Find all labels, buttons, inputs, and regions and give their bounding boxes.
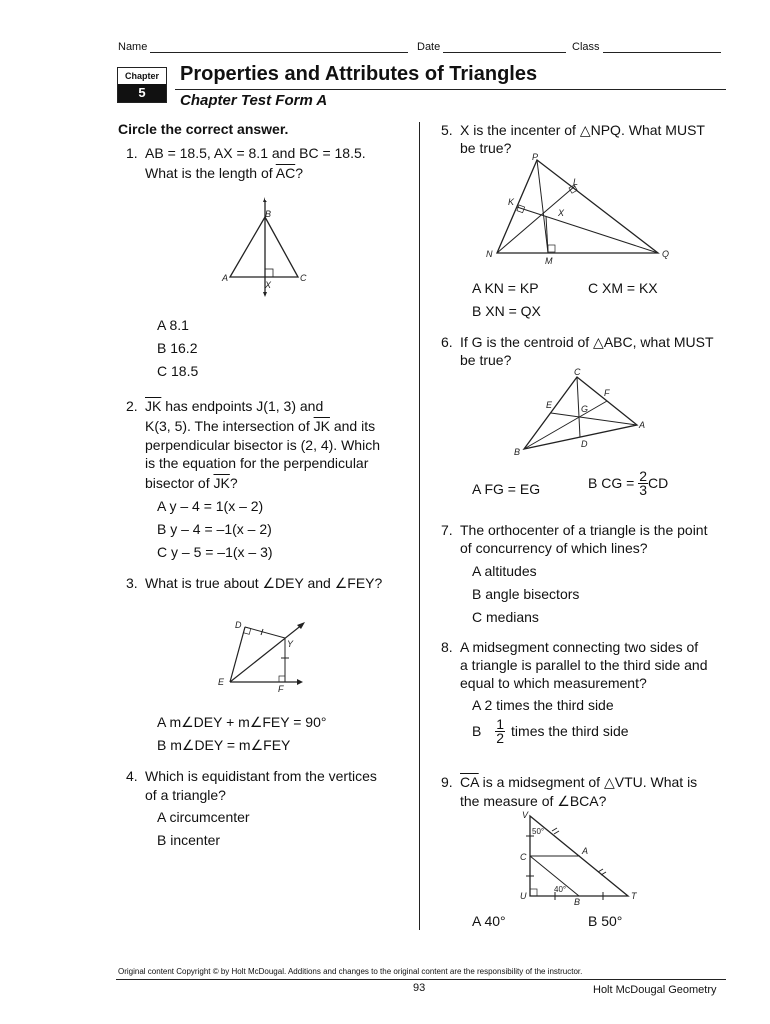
q3-angle-figure (215, 612, 315, 697)
book-title: Holt McDougal Geometry (593, 984, 717, 996)
q5-option-c[interactable]: C XM = KX (588, 280, 658, 296)
q6-label-e: E (546, 400, 553, 410)
q6-line2: be true? (460, 352, 512, 368)
q4-line1: Which is equidistant from the vertices (145, 768, 377, 784)
q5-incenter-figure (480, 150, 680, 268)
q5-number: 5. (441, 122, 453, 138)
q5-line2: be true? (460, 140, 512, 156)
q3-number: 3. (126, 575, 138, 591)
q1-number: 1. (126, 145, 138, 161)
page-title: Properties and Attributes of Triangles (180, 63, 538, 85)
q9-midsegment-figure (510, 808, 645, 908)
q2-option-b[interactable]: B y – 4 = –1(x – 2) (157, 521, 272, 537)
q6-label-c: C (574, 367, 581, 377)
q2-number: 2. (126, 398, 138, 414)
name-blank[interactable] (150, 41, 408, 53)
copyright-notice: Original content Copyright © by Holt McDougal. Additions and changes to the original content are the responsibility of the instructor. (118, 967, 583, 976)
q6-label-f: F (604, 388, 610, 398)
q5-label-q: Q (662, 249, 670, 259)
q6-option-a[interactable]: A FG = EG (472, 481, 541, 497)
q4-option-b[interactable]: B incenter (157, 832, 221, 848)
q1-label-a: A (222, 273, 229, 283)
q5-option-a[interactable]: A KN = KP (472, 280, 539, 296)
q1-label-x: X (265, 280, 272, 290)
q1-option-a[interactable]: A 8.1 (157, 317, 189, 333)
q6-label-b: B (514, 447, 521, 457)
q7-option-b[interactable]: B angle bisectors (472, 586, 580, 602)
q4-line2: of a triangle? (145, 787, 226, 803)
q5-label-l: L (573, 177, 579, 187)
q9-number: 9. (441, 774, 453, 790)
q9-label-b: B (574, 897, 581, 907)
q3-text: What is true about ∠DEY and ∠FEY? (145, 575, 383, 591)
q6-label-d: D (581, 439, 588, 449)
q3-label-y: Y (287, 639, 294, 649)
q4-number: 4. (126, 768, 138, 784)
column-divider (419, 122, 420, 930)
q9-option-a[interactable]: A 40° (472, 913, 506, 929)
q5-option-b[interactable]: B XN = QX (472, 303, 541, 319)
q4-option-a[interactable]: A circumcenter (157, 809, 250, 825)
q2-option-c[interactable]: C y – 5 = –1(x – 3) (157, 544, 273, 560)
q7-number: 7. (441, 522, 453, 538)
q5-line1: X is the incenter of △NPQ. What MUST (460, 122, 705, 138)
q8-option-b[interactable]: B $\frac{1}{2}$ times the third side (472, 716, 629, 746)
q9-label-v: V (522, 810, 529, 820)
q1-line2: What is the length of $\overline{AC}$? (145, 165, 303, 181)
chapter-label: Chapter (124, 71, 159, 81)
instructions: Circle the correct answer. (118, 121, 289, 137)
q9-label-50deg: 50° (532, 827, 545, 836)
q5-label-k: K (508, 197, 515, 207)
q1-option-c[interactable]: C 18.5 (157, 363, 199, 379)
q6-label-g: G (581, 404, 589, 414)
q5-label-p: P (532, 152, 539, 162)
q2-line1: $\overline{JK}$ has endpoints J(1, 3) and (145, 398, 324, 414)
q3-option-b[interactable]: B m∠DEY = m∠FEY (157, 737, 291, 753)
q6-option-b[interactable]: B CG = $\frac{2}{3}$ CD (588, 468, 669, 498)
q9-line1: $\overline{CA}$ is a midsegment of △VTU. What is (460, 774, 698, 790)
q5-label-x: X (558, 208, 565, 218)
q2-option-a[interactable]: A y – 4 = 1(x – 2) (157, 498, 264, 514)
q8-option-a[interactable]: A 2 times the third side (472, 697, 614, 713)
q6-label-a: A (639, 420, 646, 430)
class-blank[interactable] (603, 41, 721, 53)
date-blank[interactable] (443, 41, 566, 53)
date-field (417, 41, 566, 53)
q9-label-t: T (631, 891, 637, 901)
q9-label-u: U (520, 891, 527, 901)
q6-centroid-figure (505, 365, 655, 460)
q7-option-a[interactable]: A altitudes (472, 563, 537, 579)
q1-triangle-figure (215, 195, 315, 300)
date-label: Date (417, 41, 441, 53)
q7-option-c[interactable]: C medians (472, 609, 539, 625)
q2-line5: bisector of $\overline{JK}$? (145, 475, 238, 491)
q6-number: 6. (441, 334, 453, 350)
q8-line3: equal to which measurement? (460, 675, 647, 691)
q8-line2: a triangle is parallel to the third side and (460, 657, 708, 673)
q3-label-d: D (235, 620, 242, 630)
class-label: Class (572, 41, 600, 53)
q6-line1: If G is the centroid of △ABC, what MUST (460, 334, 714, 350)
q1-label-b: B (265, 209, 272, 219)
name-field (118, 41, 408, 53)
q5-label-n: N (486, 249, 493, 259)
class-field (572, 41, 721, 53)
q7-line2: of concurrency of which lines? (460, 540, 648, 556)
q2-line3: perpendicular bisector is (2, 4). Which (145, 437, 380, 453)
q2-line4: is the equation for the perpendicular (145, 455, 369, 471)
q9-label-40deg: 40° (554, 885, 567, 894)
q1-line1: AB = 18.5, AX = 8.1 and BC = 18.5. (145, 145, 366, 161)
page-subtitle: Chapter Test Form A (180, 92, 328, 109)
q3-label-e: E (218, 677, 225, 687)
q3-option-a[interactable]: A m∠DEY + m∠FEY = 90° (157, 714, 327, 730)
q5-label-m: M (545, 256, 553, 266)
q1-label-c: C (300, 273, 307, 283)
page-number: 93 (413, 982, 426, 994)
q9-label-c: C (520, 852, 527, 862)
q9-line2: the measure of ∠BCA? (460, 793, 607, 809)
q2-line2: K(3, 5). The intersection of $\overline{JK}$ and its (145, 418, 376, 434)
q8-line1: A midsegment connecting two sides of (460, 639, 699, 655)
q7-line1: The orthocenter of a triangle is the point (460, 522, 708, 538)
q3-label-f: F (278, 684, 284, 694)
footer-rule (116, 979, 726, 980)
q8-number: 8. (441, 639, 453, 655)
q1-option-b[interactable]: B 16.2 (157, 340, 198, 356)
title-rule (175, 89, 726, 90)
chapter-box (117, 67, 167, 103)
name-label: Name (118, 41, 148, 53)
q9-label-a: A (582, 846, 589, 856)
q9-option-b[interactable]: B 50° (588, 913, 623, 929)
chapter-number: 5 (118, 84, 166, 102)
